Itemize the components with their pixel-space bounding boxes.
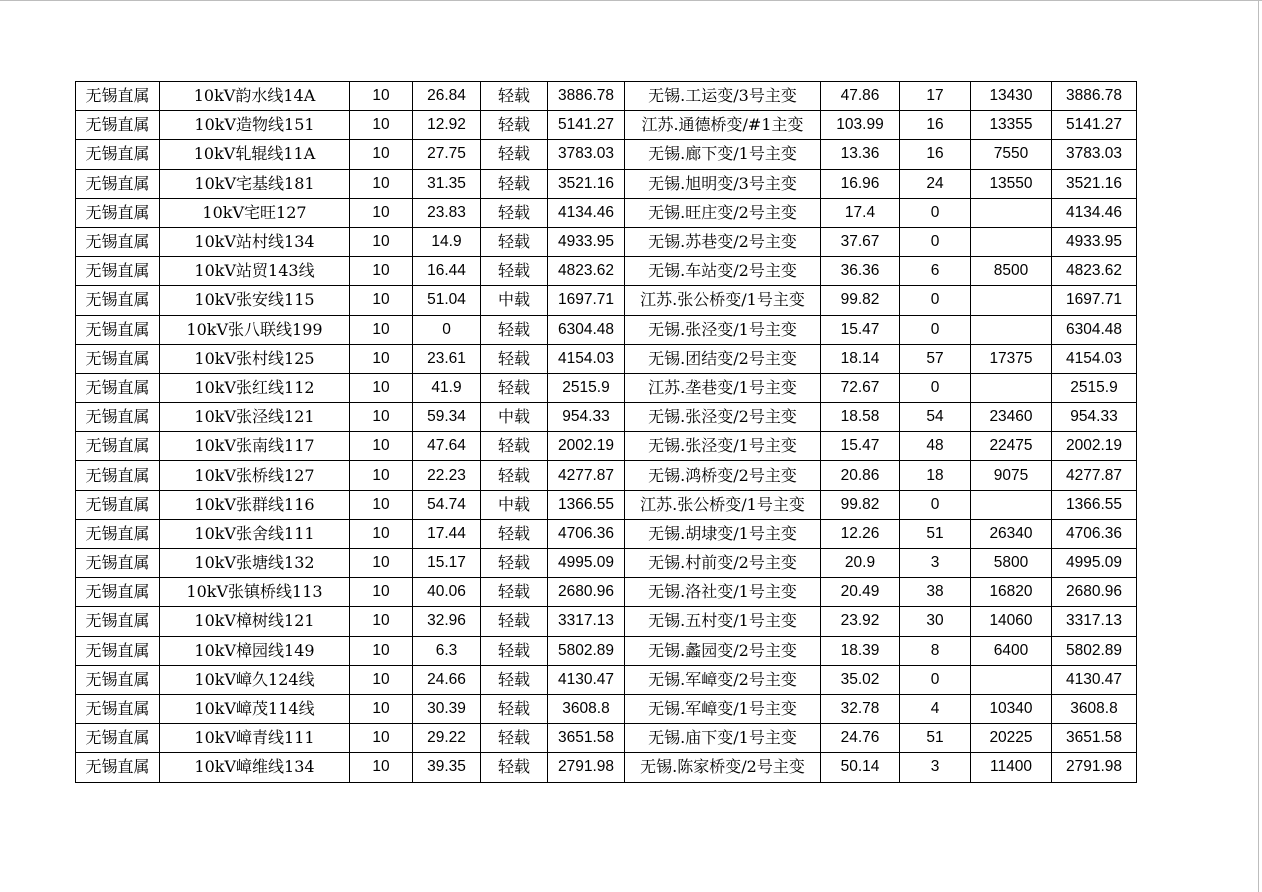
load-rate-cell: 29.22 <box>413 724 481 753</box>
available-capacity-cell: 3783.03 <box>548 140 625 169</box>
user-capacity-cell: 20225 <box>971 724 1052 753</box>
transformer-load-rate-cell: 18.14 <box>821 344 900 373</box>
user-capacity-cell: 23460 <box>971 403 1052 432</box>
load-rate-cell: 6.3 <box>413 636 481 665</box>
transformer-cell: 无锡.苏巷变/2号主变 <box>625 227 821 256</box>
remaining-capacity-cell: 4130.47 <box>1052 665 1137 694</box>
transformer-load-rate-cell: 20.9 <box>821 549 900 578</box>
user-count-cell: 51 <box>900 724 971 753</box>
table-row <box>76 665 1137 694</box>
load-rate-cell: 39.35 <box>413 753 481 782</box>
voltage-cell: 10 <box>350 724 413 753</box>
remaining-capacity-cell: 6304.48 <box>1052 315 1137 344</box>
user-capacity-cell: 22475 <box>971 432 1052 461</box>
transformer-cell: 无锡.张泾变/2号主变 <box>625 403 821 432</box>
region-cell: 无锡直属 <box>76 169 160 198</box>
user-capacity-cell: 26340 <box>971 519 1052 548</box>
load-status-cell: 轻载 <box>481 578 548 607</box>
feeder-name-cell: 10kV站村线134 <box>160 227 350 256</box>
available-capacity-cell: 4706.36 <box>548 519 625 548</box>
transformer-load-rate-cell: 32.78 <box>821 694 900 723</box>
region-cell: 无锡直属 <box>76 607 160 636</box>
region-cell: 无锡直属 <box>76 432 160 461</box>
user-count-cell: 0 <box>900 665 971 694</box>
region-cell: 无锡直属 <box>76 344 160 373</box>
transformer-cell: 无锡.军嶂变/1号主变 <box>625 694 821 723</box>
transformer-cell: 无锡.胡埭变/1号主变 <box>625 519 821 548</box>
feeder-name-cell: 10kV张南线117 <box>160 432 350 461</box>
load-rate-cell: 27.75 <box>413 140 481 169</box>
transformer-load-rate-cell: 99.82 <box>821 286 900 315</box>
transformer-load-rate-cell: 99.82 <box>821 490 900 519</box>
transformer-cell: 江苏.张公桥变/1号主变 <box>625 490 821 519</box>
remaining-capacity-cell: 5141.27 <box>1052 111 1137 140</box>
voltage-cell: 10 <box>350 111 413 140</box>
feeder-name-cell: 10kV嶂茂114线 <box>160 694 350 723</box>
table-row <box>76 315 1137 344</box>
transformer-cell: 无锡.廊下变/1号主变 <box>625 140 821 169</box>
table-row <box>76 198 1137 227</box>
user-count-cell: 30 <box>900 607 971 636</box>
feeder-name-cell: 10kV宅基线181 <box>160 169 350 198</box>
user-count-cell: 0 <box>900 373 971 402</box>
table-row <box>76 549 1137 578</box>
load-rate-cell: 22.23 <box>413 461 481 490</box>
load-status-cell: 轻载 <box>481 519 548 548</box>
load-status-cell: 轻载 <box>481 257 548 286</box>
available-capacity-cell: 4995.09 <box>548 549 625 578</box>
remaining-capacity-cell: 2515.9 <box>1052 373 1137 402</box>
transformer-cell: 无锡.村前变/2号主变 <box>625 549 821 578</box>
voltage-cell: 10 <box>350 286 413 315</box>
user-count-cell: 24 <box>900 169 971 198</box>
voltage-cell: 10 <box>350 753 413 782</box>
transformer-cell: 无锡.陈家桥变/2号主变 <box>625 753 821 782</box>
voltage-cell: 10 <box>350 257 413 286</box>
voltage-cell: 10 <box>350 490 413 519</box>
available-capacity-cell: 954.33 <box>548 403 625 432</box>
load-status-cell: 轻载 <box>481 111 548 140</box>
remaining-capacity-cell: 1366.55 <box>1052 490 1137 519</box>
load-status-cell: 轻载 <box>481 607 548 636</box>
user-count-cell: 16 <box>900 140 971 169</box>
available-capacity-cell: 4933.95 <box>548 227 625 256</box>
transformer-load-rate-cell: 18.39 <box>821 636 900 665</box>
table-row <box>76 111 1137 140</box>
available-capacity-cell: 4134.46 <box>548 198 625 227</box>
available-capacity-cell: 1697.71 <box>548 286 625 315</box>
region-cell: 无锡直属 <box>76 490 160 519</box>
feeder-name-cell: 10kV嶂久124线 <box>160 665 350 694</box>
feeder-name-cell: 10kV张群线116 <box>160 490 350 519</box>
transformer-load-rate-cell: 15.47 <box>821 432 900 461</box>
feeder-name-cell: 10kV张红线112 <box>160 373 350 402</box>
voltage-cell: 10 <box>350 140 413 169</box>
voltage-cell: 10 <box>350 432 413 461</box>
region-cell: 无锡直属 <box>76 315 160 344</box>
transformer-load-rate-cell: 50.14 <box>821 753 900 782</box>
transformer-cell: 无锡.车站变/2号主变 <box>625 257 821 286</box>
available-capacity-cell: 4130.47 <box>548 665 625 694</box>
user-capacity-cell <box>971 315 1052 344</box>
table-row <box>76 753 1137 782</box>
load-rate-cell: 40.06 <box>413 578 481 607</box>
feeder-name-cell: 10kV站贸143线 <box>160 257 350 286</box>
remaining-capacity-cell: 4154.03 <box>1052 344 1137 373</box>
voltage-cell: 10 <box>350 198 413 227</box>
remaining-capacity-cell: 3608.8 <box>1052 694 1137 723</box>
table-row <box>76 227 1137 256</box>
region-cell: 无锡直属 <box>76 578 160 607</box>
user-count-cell: 3 <box>900 549 971 578</box>
voltage-cell: 10 <box>350 694 413 723</box>
voltage-cell: 10 <box>350 315 413 344</box>
user-count-cell: 17 <box>900 82 971 111</box>
transformer-cell: 江苏.张公桥变/1号主变 <box>625 286 821 315</box>
user-capacity-cell: 17375 <box>971 344 1052 373</box>
remaining-capacity-cell: 3317.13 <box>1052 607 1137 636</box>
voltage-cell: 10 <box>350 373 413 402</box>
transformer-cell: 江苏.通德桥变/#1主变 <box>625 111 821 140</box>
remaining-capacity-cell: 2791.98 <box>1052 753 1137 782</box>
user-capacity-cell <box>971 665 1052 694</box>
load-status-cell: 中载 <box>481 286 548 315</box>
remaining-capacity-cell: 3783.03 <box>1052 140 1137 169</box>
transformer-cell: 江苏.垄巷变/1号主变 <box>625 373 821 402</box>
load-rate-cell: 24.66 <box>413 665 481 694</box>
transformer-cell: 无锡.工运变/3号主变 <box>625 82 821 111</box>
user-count-cell: 8 <box>900 636 971 665</box>
load-rate-cell: 0 <box>413 315 481 344</box>
feeder-name-cell: 10kV樟园线149 <box>160 636 350 665</box>
available-capacity-cell: 6304.48 <box>548 315 625 344</box>
table-row <box>76 578 1137 607</box>
remaining-capacity-cell: 2680.96 <box>1052 578 1137 607</box>
user-capacity-cell: 7550 <box>971 140 1052 169</box>
feeder-name-cell: 10kV造物线151 <box>160 111 350 140</box>
transformer-load-rate-cell: 72.67 <box>821 373 900 402</box>
transformer-cell: 无锡.团结变/2号主变 <box>625 344 821 373</box>
voltage-cell: 10 <box>350 519 413 548</box>
user-count-cell: 0 <box>900 227 971 256</box>
load-status-cell: 轻载 <box>481 315 548 344</box>
user-capacity-cell <box>971 373 1052 402</box>
load-status-cell: 轻载 <box>481 432 548 461</box>
region-cell: 无锡直属 <box>76 461 160 490</box>
table-row <box>76 432 1137 461</box>
user-capacity-cell <box>971 286 1052 315</box>
remaining-capacity-cell: 2002.19 <box>1052 432 1137 461</box>
transformer-load-rate-cell: 103.99 <box>821 111 900 140</box>
region-cell: 无锡直属 <box>76 140 160 169</box>
user-count-cell: 0 <box>900 286 971 315</box>
load-status-cell: 轻载 <box>481 82 548 111</box>
feeder-name-cell: 10kV宅旺127 <box>160 198 350 227</box>
remaining-capacity-cell: 3651.58 <box>1052 724 1137 753</box>
region-cell: 无锡直属 <box>76 198 160 227</box>
transformer-load-rate-cell: 12.26 <box>821 519 900 548</box>
user-capacity-cell: 6400 <box>971 636 1052 665</box>
load-status-cell: 轻载 <box>481 694 548 723</box>
load-rate-cell: 59.34 <box>413 403 481 432</box>
voltage-cell: 10 <box>350 227 413 256</box>
region-cell: 无锡直属 <box>76 373 160 402</box>
available-capacity-cell: 2680.96 <box>548 578 625 607</box>
remaining-capacity-cell: 4823.62 <box>1052 257 1137 286</box>
region-cell: 无锡直属 <box>76 724 160 753</box>
feeder-name-cell: 10kV张塘线132 <box>160 549 350 578</box>
available-capacity-cell: 2002.19 <box>548 432 625 461</box>
voltage-cell: 10 <box>350 636 413 665</box>
load-rate-cell: 26.84 <box>413 82 481 111</box>
available-capacity-cell: 3317.13 <box>548 607 625 636</box>
load-rate-cell: 41.9 <box>413 373 481 402</box>
remaining-capacity-cell: 5802.89 <box>1052 636 1137 665</box>
transformer-load-rate-cell: 36.36 <box>821 257 900 286</box>
load-status-cell: 轻载 <box>481 636 548 665</box>
load-rate-cell: 12.92 <box>413 111 481 140</box>
remaining-capacity-cell: 3886.78 <box>1052 82 1137 111</box>
load-rate-cell: 31.35 <box>413 169 481 198</box>
remaining-capacity-cell: 4134.46 <box>1052 198 1137 227</box>
load-rate-cell: 23.83 <box>413 198 481 227</box>
user-capacity-cell <box>971 227 1052 256</box>
transformer-cell: 无锡.张泾变/1号主变 <box>625 315 821 344</box>
remaining-capacity-cell: 1697.71 <box>1052 286 1137 315</box>
region-cell: 无锡直属 <box>76 82 160 111</box>
available-capacity-cell: 5802.89 <box>548 636 625 665</box>
user-capacity-cell: 14060 <box>971 607 1052 636</box>
available-capacity-cell: 3886.78 <box>548 82 625 111</box>
transformer-load-rate-cell: 20.49 <box>821 578 900 607</box>
transformer-load-rate-cell: 15.47 <box>821 315 900 344</box>
load-rate-cell: 32.96 <box>413 607 481 636</box>
feeder-name-cell: 10kV张桥线127 <box>160 461 350 490</box>
load-status-cell: 中载 <box>481 403 548 432</box>
remaining-capacity-cell: 954.33 <box>1052 403 1137 432</box>
available-capacity-cell: 2515.9 <box>548 373 625 402</box>
user-count-cell: 18 <box>900 461 971 490</box>
transformer-cell: 无锡.旺庄变/2号主变 <box>625 198 821 227</box>
feeder-name-cell: 10kV张泾线121 <box>160 403 350 432</box>
transformer-load-rate-cell: 47.86 <box>821 82 900 111</box>
transformer-cell: 无锡.洛社变/1号主变 <box>625 578 821 607</box>
user-capacity-cell <box>971 198 1052 227</box>
transformer-cell: 无锡.五村变/1号主变 <box>625 607 821 636</box>
user-capacity-cell: 11400 <box>971 753 1052 782</box>
load-rate-cell: 23.61 <box>413 344 481 373</box>
feeder-name-cell: 10kV张舍线111 <box>160 519 350 548</box>
load-status-cell: 轻载 <box>481 549 548 578</box>
feeder-name-cell: 10kV轧辊线11A <box>160 140 350 169</box>
region-cell: 无锡直属 <box>76 753 160 782</box>
table-row <box>76 694 1137 723</box>
load-status-cell: 轻载 <box>481 169 548 198</box>
voltage-cell: 10 <box>350 578 413 607</box>
transformer-load-rate-cell: 23.92 <box>821 607 900 636</box>
user-count-cell: 48 <box>900 432 971 461</box>
available-capacity-cell: 4823.62 <box>548 257 625 286</box>
transformer-cell: 无锡.张泾变/1号主变 <box>625 432 821 461</box>
available-capacity-cell: 3521.16 <box>548 169 625 198</box>
remaining-capacity-cell: 4995.09 <box>1052 549 1137 578</box>
feeder-name-cell: 10kV韵水线14A <box>160 82 350 111</box>
voltage-cell: 10 <box>350 82 413 111</box>
user-count-cell: 4 <box>900 694 971 723</box>
table-row <box>76 461 1137 490</box>
user-count-cell: 38 <box>900 578 971 607</box>
transformer-load-rate-cell: 35.02 <box>821 665 900 694</box>
table-row <box>76 636 1137 665</box>
transformer-cell: 无锡.军嶂变/2号主变 <box>625 665 821 694</box>
page-right-border <box>1258 0 1259 892</box>
region-cell: 无锡直属 <box>76 257 160 286</box>
transformer-cell: 无锡.蠡园变/2号主变 <box>625 636 821 665</box>
feeder-name-cell: 10kV樟树线121 <box>160 607 350 636</box>
user-capacity-cell: 13355 <box>971 111 1052 140</box>
transformer-cell: 无锡.庙下变/1号主变 <box>625 724 821 753</box>
region-cell: 无锡直属 <box>76 227 160 256</box>
load-status-cell: 轻载 <box>481 461 548 490</box>
load-rate-cell: 54.74 <box>413 490 481 519</box>
load-rate-cell: 51.04 <box>413 286 481 315</box>
transformer-load-rate-cell: 13.36 <box>821 140 900 169</box>
feeder-name-cell: 10kV嶂青线111 <box>160 724 350 753</box>
table-row <box>76 286 1137 315</box>
load-status-cell: 轻载 <box>481 753 548 782</box>
voltage-cell: 10 <box>350 169 413 198</box>
load-rate-cell: 30.39 <box>413 694 481 723</box>
table-row <box>76 169 1137 198</box>
load-rate-cell: 17.44 <box>413 519 481 548</box>
load-status-cell: 轻载 <box>481 198 548 227</box>
table-row <box>76 403 1137 432</box>
load-status-cell: 轻载 <box>481 227 548 256</box>
transformer-load-rate-cell: 24.76 <box>821 724 900 753</box>
load-rate-cell: 16.44 <box>413 257 481 286</box>
feeder-name-cell: 10kV嶂维线134 <box>160 753 350 782</box>
remaining-capacity-cell: 4277.87 <box>1052 461 1137 490</box>
region-cell: 无锡直属 <box>76 111 160 140</box>
table-body <box>76 82 1137 783</box>
remaining-capacity-cell: 4706.36 <box>1052 519 1137 548</box>
region-cell: 无锡直属 <box>76 286 160 315</box>
table-row <box>76 724 1137 753</box>
user-count-cell: 54 <box>900 403 971 432</box>
user-capacity-cell: 13430 <box>971 82 1052 111</box>
load-rate-cell: 47.64 <box>413 432 481 461</box>
feeder-name-cell: 10kV张镇桥线113 <box>160 578 350 607</box>
transformer-load-rate-cell: 18.58 <box>821 403 900 432</box>
user-capacity-cell: 16820 <box>971 578 1052 607</box>
user-capacity-cell: 13550 <box>971 169 1052 198</box>
voltage-cell: 10 <box>350 403 413 432</box>
table-row <box>76 257 1137 286</box>
table-row <box>76 607 1137 636</box>
voltage-cell: 10 <box>350 549 413 578</box>
table-row <box>76 373 1137 402</box>
region-cell: 无锡直属 <box>76 403 160 432</box>
transformer-load-rate-cell: 17.4 <box>821 198 900 227</box>
region-cell: 无锡直属 <box>76 694 160 723</box>
user-capacity-cell: 8500 <box>971 257 1052 286</box>
user-capacity-cell: 10340 <box>971 694 1052 723</box>
user-count-cell: 0 <box>900 198 971 227</box>
load-rate-cell: 14.9 <box>413 227 481 256</box>
user-count-cell: 57 <box>900 344 971 373</box>
available-capacity-cell: 2791.98 <box>548 753 625 782</box>
table-row <box>76 82 1137 111</box>
available-capacity-cell: 4277.87 <box>548 461 625 490</box>
table-row <box>76 344 1137 373</box>
user-capacity-cell <box>971 490 1052 519</box>
user-count-cell: 6 <box>900 257 971 286</box>
table-row <box>76 490 1137 519</box>
voltage-cell: 10 <box>350 607 413 636</box>
user-count-cell: 16 <box>900 111 971 140</box>
load-status-cell: 轻载 <box>481 140 548 169</box>
transformer-cell: 无锡.鸿桥变/2号主变 <box>625 461 821 490</box>
user-capacity-cell: 9075 <box>971 461 1052 490</box>
available-capacity-cell: 1366.55 <box>548 490 625 519</box>
load-rate-cell: 15.17 <box>413 549 481 578</box>
available-capacity-cell: 4154.03 <box>548 344 625 373</box>
transformer-load-rate-cell: 20.86 <box>821 461 900 490</box>
user-capacity-cell: 5800 <box>971 549 1052 578</box>
transformer-load-rate-cell: 37.67 <box>821 227 900 256</box>
user-count-cell: 51 <box>900 519 971 548</box>
region-cell: 无锡直属 <box>76 519 160 548</box>
transformer-cell: 无锡.旭明变/3号主变 <box>625 169 821 198</box>
user-count-cell: 0 <box>900 490 971 519</box>
voltage-cell: 10 <box>350 461 413 490</box>
region-cell: 无锡直属 <box>76 549 160 578</box>
available-capacity-cell: 3608.8 <box>548 694 625 723</box>
transformer-load-rate-cell: 16.96 <box>821 169 900 198</box>
remaining-capacity-cell: 3521.16 <box>1052 169 1137 198</box>
user-count-cell: 0 <box>900 315 971 344</box>
load-status-cell: 轻载 <box>481 665 548 694</box>
feeder-name-cell: 10kV张八联线199 <box>160 315 350 344</box>
user-count-cell: 3 <box>900 753 971 782</box>
voltage-cell: 10 <box>350 665 413 694</box>
available-capacity-cell: 3651.58 <box>548 724 625 753</box>
load-status-cell: 中载 <box>481 490 548 519</box>
load-status-cell: 轻载 <box>481 344 548 373</box>
remaining-capacity-cell: 4933.95 <box>1052 227 1137 256</box>
available-capacity-cell: 5141.27 <box>548 111 625 140</box>
region-cell: 无锡直属 <box>76 665 160 694</box>
feeder-load-table <box>75 81 1137 783</box>
region-cell: 无锡直属 <box>76 636 160 665</box>
load-status-cell: 轻载 <box>481 724 548 753</box>
table-row <box>76 519 1137 548</box>
feeder-name-cell: 10kV张安线115 <box>160 286 350 315</box>
voltage-cell: 10 <box>350 344 413 373</box>
feeder-name-cell: 10kV张村线125 <box>160 344 350 373</box>
load-status-cell: 轻载 <box>481 373 548 402</box>
page-top-border <box>0 0 1262 1</box>
table-row <box>76 140 1137 169</box>
